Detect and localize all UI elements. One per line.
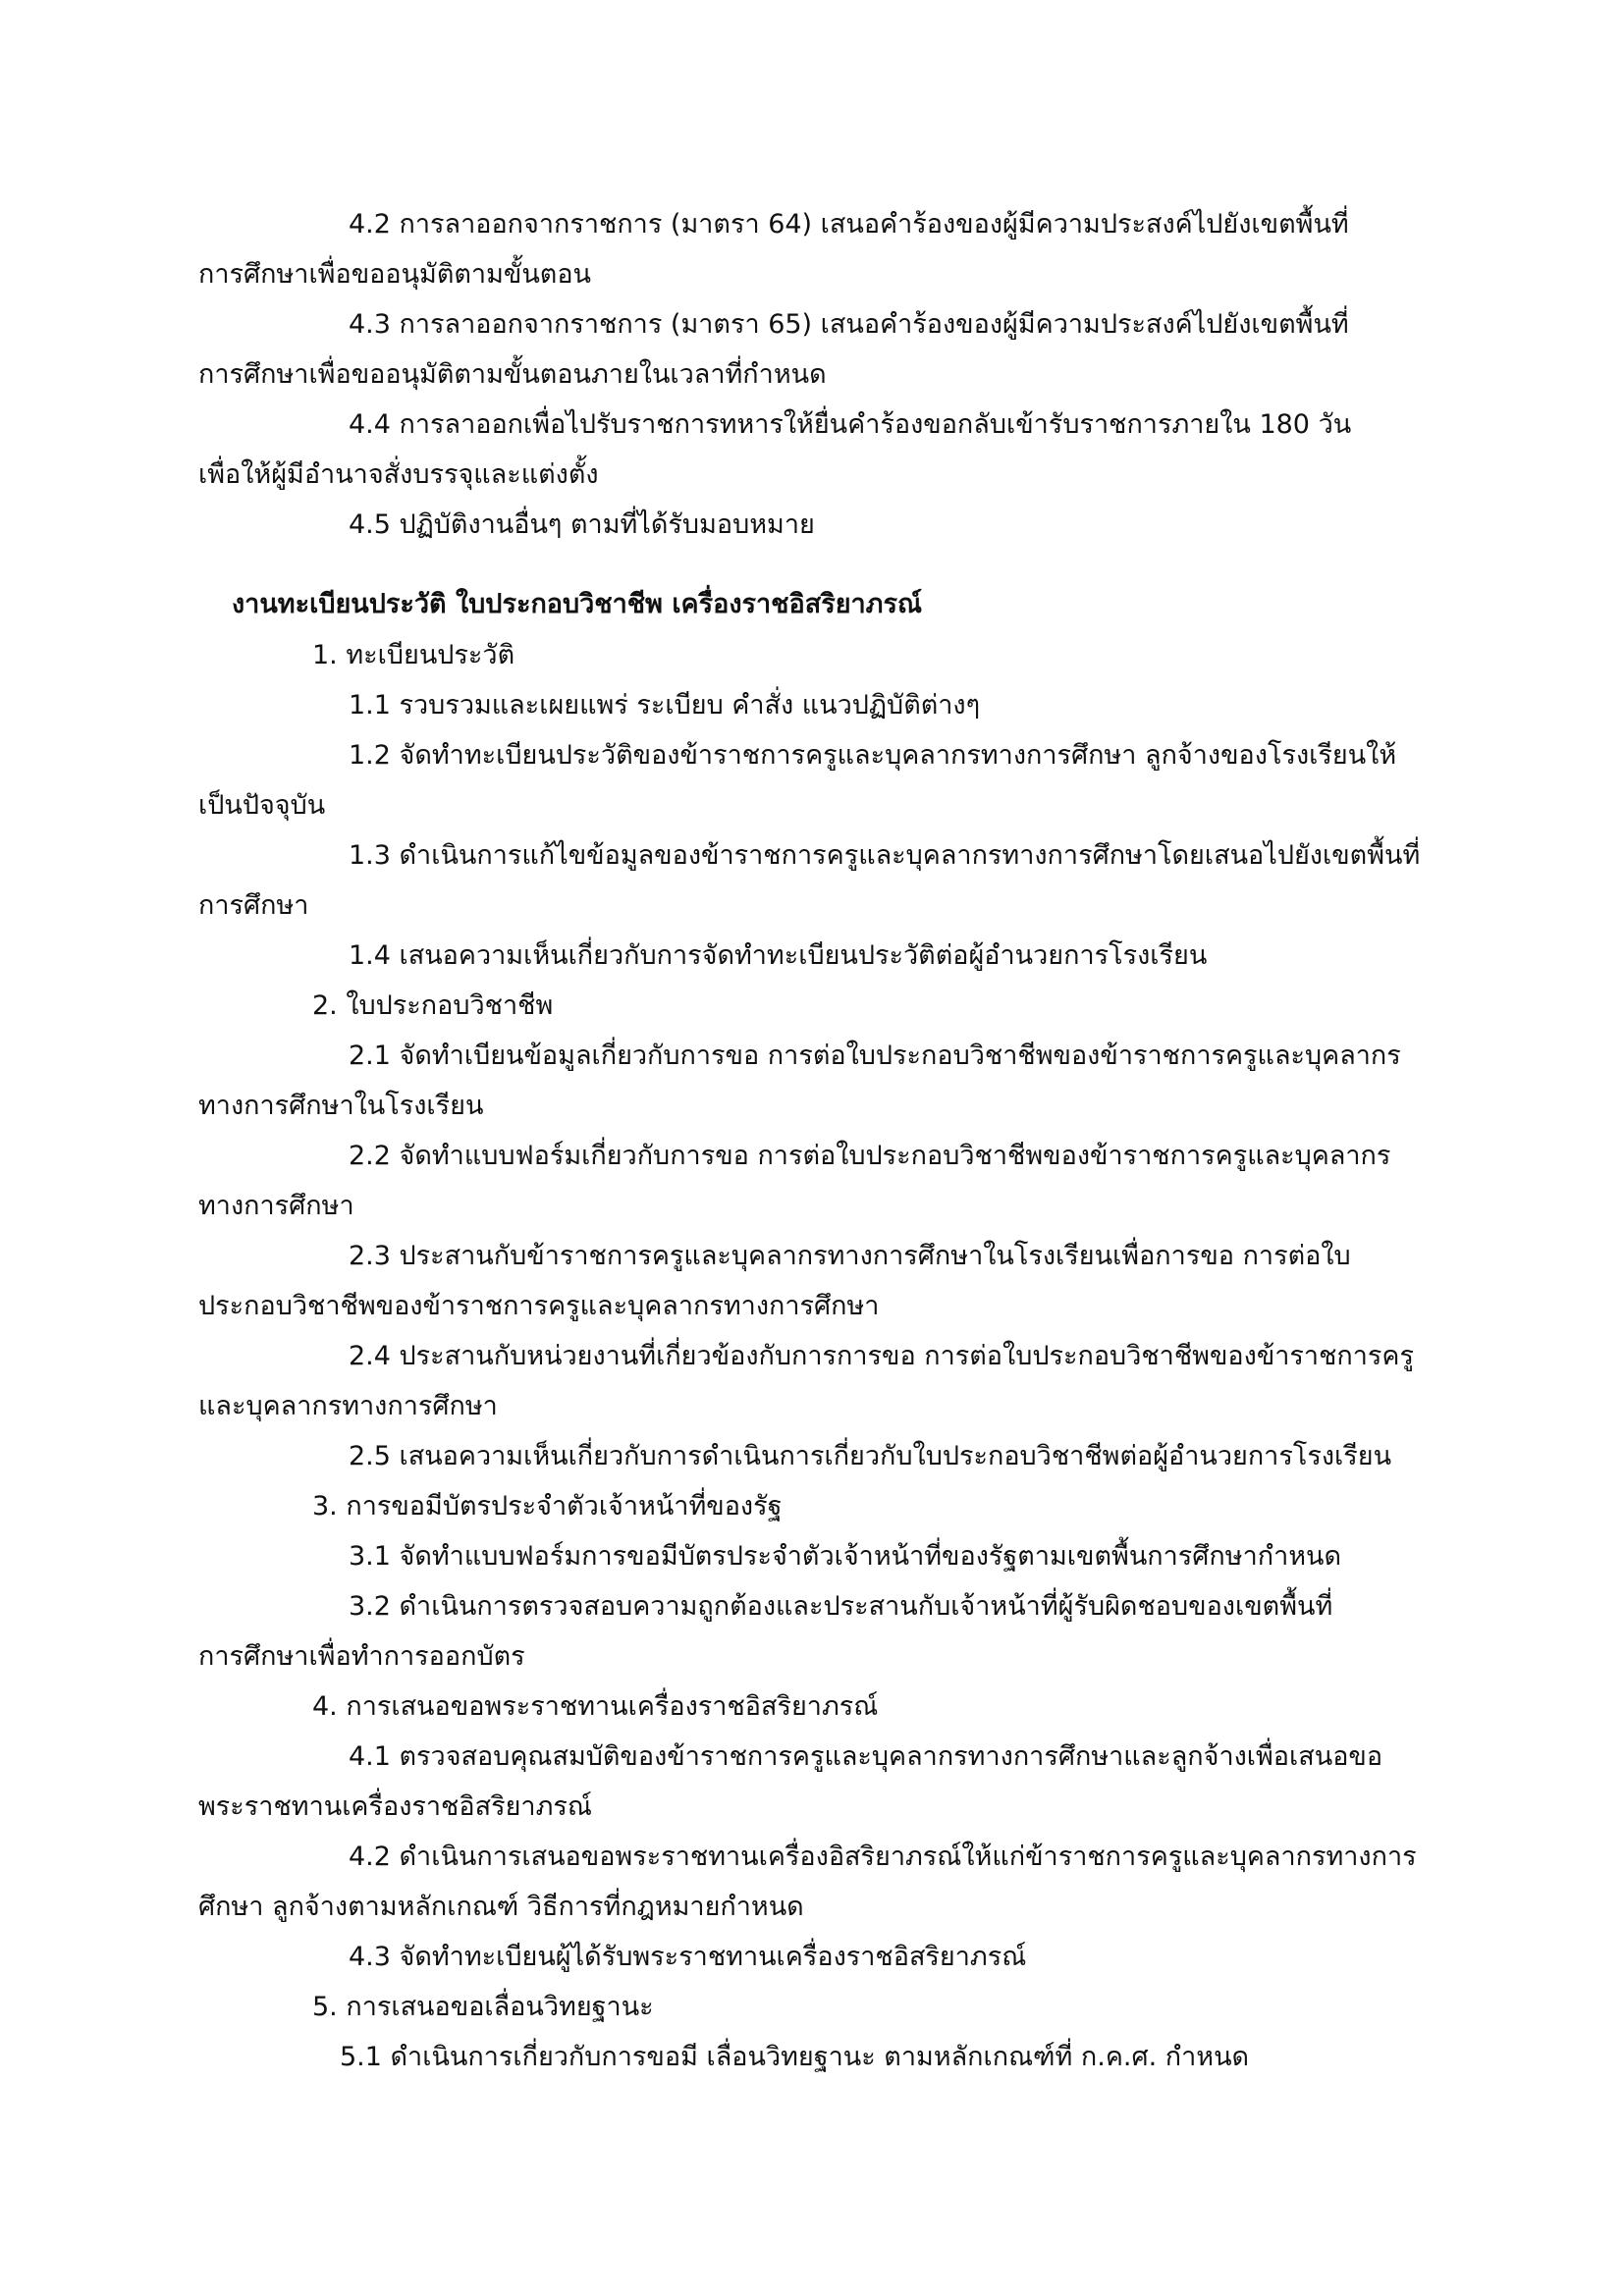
paragraph-2-4-line-2: และบุคลากรทางการศึกษา — [198, 1391, 498, 1421]
paragraph-4-2b-line-1: 4.2 ดำเนินการเสนอขอพระราชทานเครื่องอิสริยาภรณ์ให้แก่ข้าราชการครูและบุคลากรทางการ — [349, 1842, 1417, 1872]
paragraph-5-1: 5.1 ดำเนินการเกี่ยวกับการขอมี เลื่อนวิทยฐานะ ตามหลักเกณฑ์ที่ ก.ค.ศ. กำหนด — [340, 2042, 1250, 2072]
paragraph-4-1-line-1: 4.1 ตรวจสอบคุณสมบัติของข้าราชการครูและบุคลากรทางการศึกษาและลูกจ้างเพื่อเสนอขอ — [349, 1741, 1383, 1772]
paragraph-4-5: 4.5 ปฏิบัติงานอื่นๆ ตามที่ได้รับมอบหมาย — [349, 509, 815, 540]
section-heading: งานทะเบียนประวัติ ใบประกอบวิชาชีพ เครื่องราชอิสริยาภรณ์ — [232, 589, 923, 619]
paragraph-4-2-line-1: 4.2 การลาออกจากราชการ (มาตรา 64) เสนอคำร้องของผู้มีความประสงค์ไปยังเขตพื้นที่ — [349, 209, 1349, 240]
paragraph-4-3b: 4.3 จัดทำทะเบียนผู้ได้รับพระราชทานเครื่องราชอิสริยาภรณ์ — [349, 1942, 1027, 1972]
paragraph-1-3-line-2: การศึกษา — [198, 890, 309, 921]
paragraph-2-5: 2.5 เสนอความเห็นเกี่ยวกับการดำเนินการเกี่ยวกับใบประกอบวิชาชีพต่อผู้อำนวยการโรงเรียน — [349, 1441, 1392, 1471]
paragraph-1-3-line-1: 1.3 ดำเนินการแก้ไขข้อมูลของข้าราชการครูและบุคลากรทางการศึกษาโดยเสนอไปยังเขตพื้นที่ — [349, 840, 1421, 871]
paragraph-2-3-line-2: ประกอบวิชาชีพของข้าราชการครูและบุคลากรทางการศึกษา — [198, 1291, 880, 1321]
paragraph-2-3-line-1: 2.3 ประสานกับข้าราชการครูและบุคลากรทางการศึกษาในโรงเรียนเพื่อการขอ การต่อใบ — [349, 1241, 1351, 1271]
paragraph-1-4: 1.4 เสนอความเห็นเกี่ยวกับการจัดทำทะเบียนประวัติต่อผู้อำนวยการโรงเรียน — [349, 940, 1208, 971]
paragraph-3-2-line-2: การศึกษาเพื่อทำการออกบัตร — [198, 1641, 525, 1672]
paragraph-1-2-line-1: 1.2 จัดทำทะเบียนประวัติของข้าราชการครูและบุคลากรทางการศึกษา ลูกจ้างของโรงเรียนให้ — [349, 740, 1397, 771]
paragraph-2-1-line-1: 2.1 จัดทำเบียนข้อมูลเกี่ยวกับการขอ การต่อใบประกอบวิชาชีพของข้าราชการครูและบุคลากร — [349, 1041, 1401, 1071]
paragraph-4-1-line-2: พระราชทานเครื่องราชอิสริยาภรณ์ — [198, 1791, 592, 1822]
paragraph-4-2-line-2: การศึกษาเพื่อขออนุมัติตามขั้นตอน — [198, 259, 591, 290]
paragraph-3-2-line-1: 3.2 ดำเนินการตรวจสอบความถูกต้องและประสานกับเจ้าหน้าที่ผู้รับผิดชอบของเขตพื้นที่ — [349, 1591, 1333, 1622]
paragraph-2-1-line-2: ทางการศึกษาในโรงเรียน — [198, 1091, 484, 1121]
item-4-heading: 4. การเสนอขอพระราชทานเครื่องราชอิสริยาภรณ์ — [312, 1691, 879, 1722]
paragraph-4-4-line-2: เพื่อให้ผู้มีอำนาจสั่งบรรจุและแต่งตั้ง — [198, 459, 599, 490]
paragraph-2-2-line-2: ทางการศึกษา — [198, 1191, 354, 1221]
paragraph-2-2-line-1: 2.2 จัดทำแบบฟอร์มเกี่ยวกับการขอ การต่อใบประกอบวิชาชีพของข้าราชการครูและบุคลากร — [349, 1141, 1391, 1171]
item-2-heading: 2. ใบประกอบวิชาชีพ — [312, 990, 554, 1021]
item-3-heading: 3. การขอมีบัตรประจำตัวเจ้าหน้าที่ของรัฐ — [312, 1491, 783, 1522]
item-5-heading: 5. การเสนอขอเลื่อนวิทยฐานะ — [312, 1992, 654, 2022]
paragraph-1-2-line-2: เป็นปัจจุบัน — [198, 790, 326, 821]
paragraph-3-1: 3.1 จัดทำแบบฟอร์มการขอมีบัตรประจำตัวเจ้าหน้าที่ของรัฐตามเขตพื้นการศึกษากำหนด — [349, 1541, 1342, 1572]
paragraph-4-3-line-1: 4.3 การลาออกจากราชการ (มาตรา 65) เสนอคำร้องของผู้มีความประสงค์ไปยังเขตพื้นที่ — [349, 309, 1349, 340]
paragraph-4-4-line-1: 4.4 การลาออกเพื่อไปรับราชการทหารให้ยื่นคำร้องขอกลับเข้ารับราชการภายใน 180 วัน — [349, 409, 1352, 440]
paragraph-2-4-line-1: 2.4 ประสานกับหน่วยงานที่เกี่ยวข้องกับการการขอ การต่อใบประกอบวิชาชีพของข้าราชการครู — [349, 1341, 1414, 1371]
paragraph-4-3-line-2: การศึกษาเพื่อขออนุมัติตามขั้นตอนภายในเวลาที่กำหนด — [198, 359, 827, 390]
paragraph-1-1: 1.1 รวบรวมและเผยแพร่ ระเบียบ คำสั่ง แนวปฏิบัติต่างๆ — [349, 690, 981, 721]
paragraph-4-2b-line-2: ศึกษา ลูกจ้างตามหลักเกณฑ์ วิธีการที่กฎหมายกำหนด — [198, 1892, 804, 1922]
item-1-heading: 1. ทะเบียนประวัติ — [312, 640, 515, 670]
